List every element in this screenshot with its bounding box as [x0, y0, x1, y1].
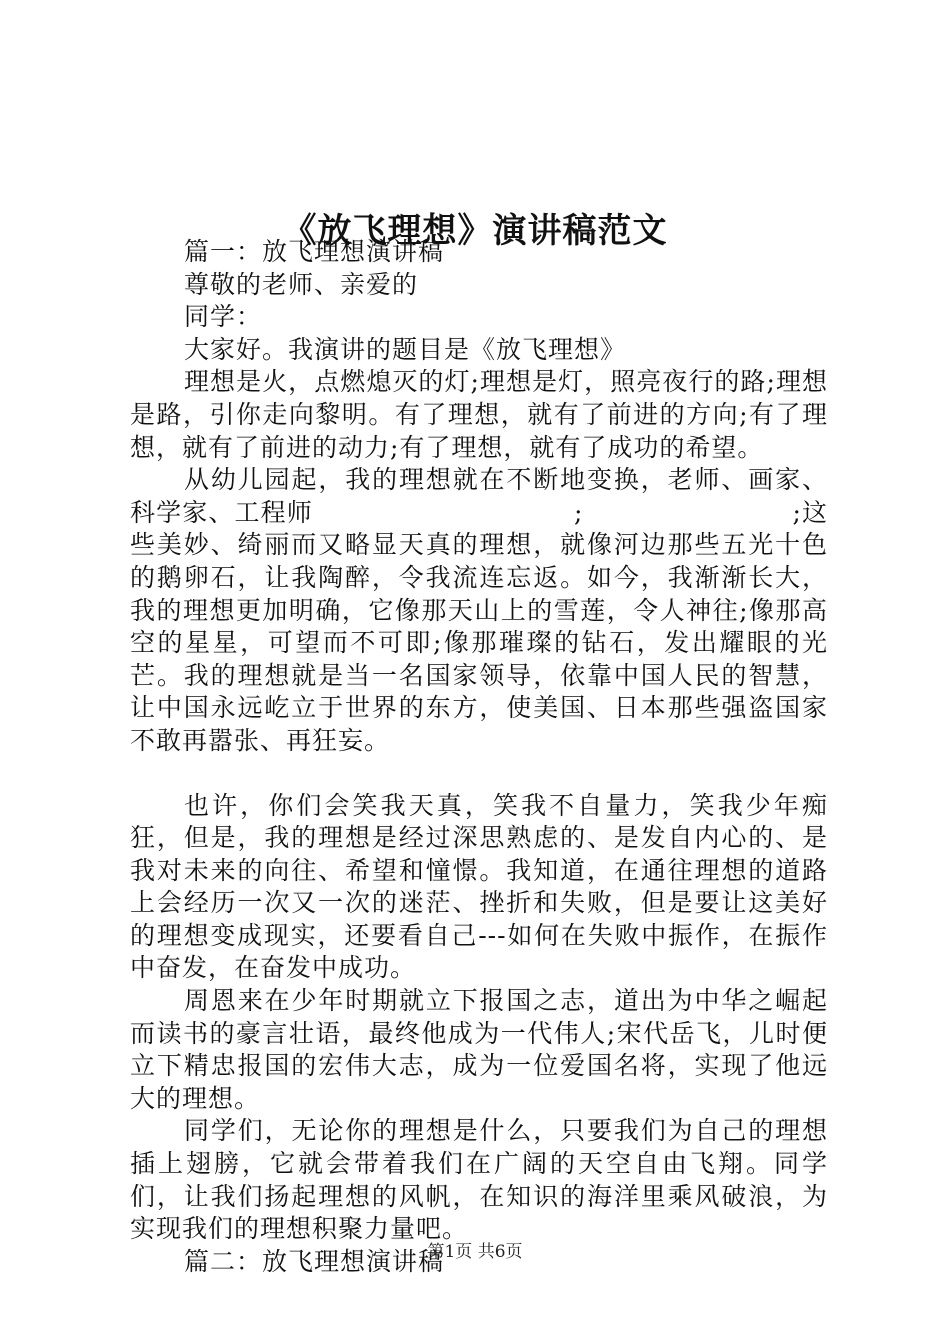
salutation-line-1: 尊敬的老师、亲爱的 [184, 269, 419, 299]
section-heading-1: 篇一：放飞理想演讲稿 [184, 237, 445, 266]
body-paragraph-childhood: 从幼儿园起，我的理想就在不断地变换，老师、画家、科学家、工程师 ; ;这些美妙、绮丽而又略显天真的理想，就像河边那些五光十色的鹅卵石，让我陶醉，令我流连忘返。如今，我渐渐长大，我的理想更加明确，它像那天山上的雪莲，令人神往;像那高空的星星，可望而不可即;像那璀璨的钻石，发出耀眼的光芒。我的理想就是当一名国家领导，依靠中国人民的智慧，让中国永远屹立于世界的东方，使美国、日本那些强盗国家不敢再嚣张、再狂妄。 [130, 465, 828, 755]
document-body [130, 236, 828, 1278]
body-paragraph-closing: 同学们，无论你的理想是什么，只要我们为自己的理想插上翅膀，它就会带着我们在广阔的天空自由飞翔。同学们，让我们扬起理想的风帆，在知识的海洋里乘风破浪，为实现我们的理想积聚力量吧。 [130, 1116, 828, 1244]
page-footer: 第1页 共6页 [427, 1242, 523, 1262]
document-title: 《放飞理想》演讲稿范文 [282, 210, 668, 251]
body-paragraph-ideal-fire: 理想是火，点燃熄灭的灯;理想是灯，照亮夜行的路;理想是路，引你走向黎明。有了理想，就有了前进的方向;有了理想，就有了前进的动力;有了理想，就有了成功的希望。 [130, 367, 828, 462]
section-heading-2: 篇二：放飞理想演讲稿 [184, 1246, 445, 1276]
body-paragraph-maybe: 也许，你们会笑我天真，笑我不自量力，笑我少年痴狂，但是，我的理想是经过深思熟虑的、是发自内心的、是我对未来的向往、希望和憧憬。我知道，在通往理想的道路上会经历一次又一次的迷茫、挫折和失败，但是要让这美好的理想变成现实，还要看自己---如何在失败中振作，在振作中奋发，在奋发中成功。 [130, 790, 828, 983]
salutation-line-2: 同学： [184, 302, 263, 332]
body-paragraph-examples: 周恩来在少年时期就立下报国之志，道出为中华之崛起而读书的豪言壮语，最终他成为一代伟人;宋代岳飞，儿时便立下精忠报国的宏伟大志，成为一位爱国名将，实现了他远大的理想。 [130, 986, 828, 1113]
intro-paragraph: 大家好。我演讲的题目是《放飞理想》 [184, 334, 627, 364]
